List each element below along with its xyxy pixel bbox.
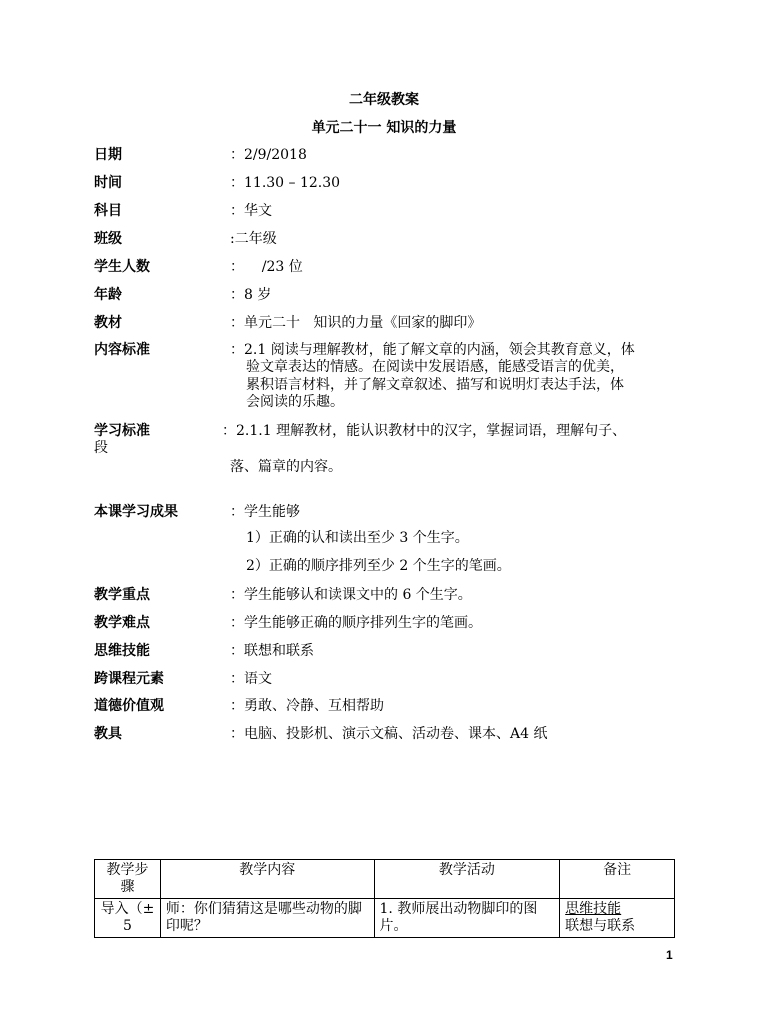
field-value: ：电脑、投影机、演示文稿、活动卷、课本、A4 纸	[230, 726, 548, 742]
field-value: :二年级	[230, 231, 277, 247]
outcome-item: 2）正确的顺序排列至少 2 个生字的笔画。	[246, 558, 511, 574]
field-value: ：学生能够认和读课文中的 6 个生字。	[230, 587, 472, 603]
field-label: 时间	[94, 175, 122, 191]
field-label: 教材	[94, 315, 122, 331]
field-label: 思维技能	[94, 643, 150, 659]
content-standard-line: 验文章表达的情感。在阅读中发展语感，能感受语言的优美，	[246, 359, 624, 375]
document-subtitle: 单元二十一 知识的力量	[311, 120, 457, 136]
field-label: 教学重点	[94, 587, 150, 603]
field-label: 年龄	[94, 287, 122, 303]
table-header-note: 备注	[560, 860, 675, 899]
page-number: 1	[666, 948, 673, 962]
field-label: 科目	[94, 203, 122, 219]
table-row	[95, 899, 675, 938]
document-title: 二年级教案	[349, 92, 419, 108]
field-value: ：学生能够正确的顺序排列生字的笔画。	[230, 615, 482, 631]
note-body: 联想与联系	[565, 918, 636, 934]
field-value: ：8 岁	[230, 287, 272, 303]
table-cell-content: 师：你们猜猜这是哪些动物的脚印呢？	[160, 899, 374, 938]
field-value: ：华文	[230, 203, 272, 219]
field-value: ：语文	[230, 671, 272, 687]
table-header-row	[95, 860, 675, 899]
field-value: ：单元二十 知识的力量《回家的脚印》	[230, 315, 482, 331]
field-label: 班级	[94, 231, 122, 247]
lesson-table	[94, 859, 675, 938]
outcome-item: 1）正确的认和读出至少 3 个生字。	[246, 530, 469, 546]
table-cell-step: 导入（± 5	[95, 899, 161, 938]
field-value: ：联想和联系	[230, 643, 314, 659]
table-cell-activity: 1. 教师展出动物脚印的图片。	[374, 899, 560, 938]
field-label: 教具	[94, 726, 122, 742]
table-header-activity: 教学活动	[374, 860, 560, 899]
table-header-step: 教学步骤	[95, 860, 161, 899]
field-label: 道德价值观	[94, 698, 164, 714]
learning-standard-label-cont: 段	[94, 440, 108, 456]
field-value: ：勇敢、冷静、互相帮助	[230, 698, 384, 714]
field-label: 内容标准	[94, 342, 150, 358]
learning-standard-label: 学习标准	[94, 423, 150, 439]
field-label: 跨课程元素	[94, 671, 164, 687]
content-standard-line: 累积语言材料，并了解文章叙述、描写和说明灯表达手法，体	[246, 377, 624, 393]
learning-standard-line: 落、篇章的内容。	[230, 459, 342, 475]
table-cell-note	[560, 899, 675, 938]
content-standard-line: ：2.1 阅读与理解教材，能了解文章的内涵，领会其教育意义，体	[230, 342, 635, 358]
field-value: ：2/9/2018	[230, 147, 307, 163]
learning-standard-line: ：2.1.1 理解教材，能认识教材中的汉字，掌握词语，理解句子、	[222, 423, 627, 439]
field-label: 学生人数	[94, 259, 150, 275]
field-label: 本课学习成果	[94, 504, 178, 520]
field-label: 教学难点	[94, 615, 150, 631]
field-value: ：学生能够	[230, 504, 300, 520]
field-value: ：11.30 – 12.30	[230, 175, 341, 191]
table-header-content: 教学内容	[160, 860, 374, 899]
field-label: 日期	[94, 147, 122, 163]
content-standard-line: 会阅读的乐趣。	[246, 394, 344, 410]
note-title: 思维技能	[565, 901, 622, 917]
field-value: ： /23 位	[230, 259, 303, 275]
